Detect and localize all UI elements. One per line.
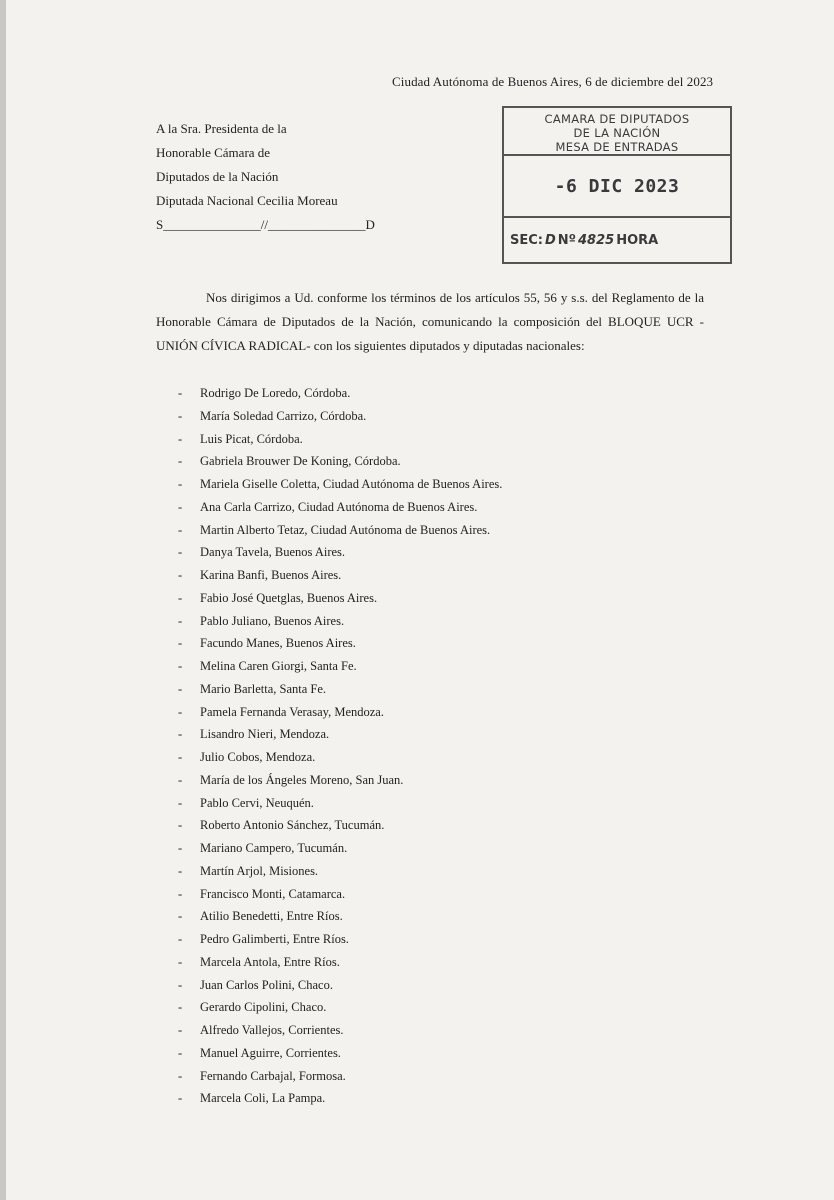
list-bullet: - (178, 1091, 183, 1106)
member-entry: Luis Picat, Córdoba. (200, 431, 303, 446)
list-item (178, 723, 502, 746)
member-entry: Mariela Giselle Coletta, Ciudad Autónoma de Buenos Aires. (200, 477, 503, 491)
stamp-number-value: 4825 (578, 232, 615, 248)
list-item (178, 428, 502, 451)
stamp-number-label: Nº (557, 232, 576, 248)
list-item (178, 951, 502, 974)
list-bullet: - (178, 408, 183, 423)
member-entry: Marcela Antola, Entre Ríos. (200, 954, 340, 969)
list-item (178, 792, 502, 815)
member-entry: María de los Ángeles Moreno, San Juan. (200, 772, 404, 787)
member-entry: María Soledad Carrizo, Córdoba. (200, 408, 367, 423)
list-bullet: - (178, 795, 183, 810)
list-bullet: - (178, 659, 183, 673)
list-bullet: - (178, 977, 183, 992)
list-bullet: - (178, 499, 183, 514)
list-bullet: - (178, 841, 183, 855)
stamp-office: MESA DE ENTRADAS (555, 140, 679, 154)
list-bullet: - (178, 932, 183, 946)
member-entry: Pablo Juliano, Buenos Aires. (200, 613, 345, 628)
list-item (178, 655, 502, 678)
member-entry: Danya Tavela, Buenos Aires. (200, 545, 346, 560)
list-item (178, 860, 502, 883)
list-bullet: - (178, 954, 183, 969)
sd-line: S_______________//_______________D (156, 217, 375, 232)
stamp-date: -6 DIC 2023 (504, 156, 730, 218)
list-bullet: - (178, 477, 183, 491)
list-bullet: - (178, 886, 183, 901)
member-entry: Gabriela Brouwer De Koning, Córdoba. (200, 454, 401, 469)
member-entry: Manuel Aguirre, Corrientes. (200, 1045, 341, 1060)
list-bullet: - (178, 681, 183, 696)
recipient-line: Diputados de la Nación (156, 169, 279, 184)
member-entry: Roberto Antonio Sánchez, Tucumán. (200, 818, 385, 833)
recipient-block (156, 117, 375, 237)
stamp-institution: CAMARA DE DIPUTADOS (544, 112, 690, 126)
members-list (178, 382, 502, 1110)
list-item (178, 769, 502, 792)
list-bullet: - (178, 863, 183, 878)
stamp-institution-sub: DE LA NACIÓN (573, 126, 661, 140)
list-item (178, 405, 502, 428)
member-entry: Martín Arjol, Misiones. (200, 863, 319, 878)
member-entry: Ana Carla Carrizo, Ciudad Autónoma de Buenos Aires. (200, 499, 478, 514)
reception-stamp (502, 106, 732, 264)
recipient-name: Diputada Nacional Cecilia Moreau (156, 193, 338, 208)
list-item (178, 996, 502, 1019)
list-item (178, 450, 502, 473)
list-bullet: - (178, 704, 183, 719)
member-entry: Juan Carlos Polini, Chaco. (200, 977, 333, 992)
list-item (178, 519, 502, 542)
list-bullet: - (178, 386, 183, 400)
stamp-hora-label: HORA (616, 232, 659, 248)
member-entry: Melina Caren Giorgi, Santa Fe. (200, 659, 357, 673)
list-item (178, 678, 502, 701)
member-entry: Rodrigo De Loredo, Córdoba. (200, 386, 351, 400)
place-and-date: Ciudad Autónoma de Buenos Aires, 6 de diciembre del 2023 (392, 74, 714, 89)
list-item (178, 587, 502, 610)
member-entry: Mariano Campero, Tucumán. (200, 841, 348, 855)
member-entry: Fernando Carbajal, Formosa. (200, 1068, 346, 1083)
list-item (178, 814, 502, 837)
list-item (178, 974, 502, 997)
list-bullet: - (178, 454, 183, 469)
member-entry: Facundo Manes, Buenos Aires. (200, 636, 356, 651)
list-bullet: - (178, 1023, 183, 1037)
list-bullet: - (178, 522, 183, 537)
list-item (178, 382, 502, 405)
list-item (178, 928, 502, 951)
list-item (178, 883, 502, 906)
member-entry: Karina Banfi, Buenos Aires. (200, 568, 342, 582)
list-bullet: - (178, 590, 183, 605)
list-bullet: - (178, 1000, 183, 1015)
list-item (178, 610, 502, 633)
list-bullet: - (178, 727, 183, 742)
list-bullet: - (178, 636, 183, 651)
stamp-header (504, 108, 730, 156)
list-item (178, 541, 502, 564)
member-entry: Pedro Galimberti, Entre Ríos. (200, 932, 349, 946)
body-paragraph: Nos dirigimos a Ud. conforme los términos de los artículos 55, 56 y s.s. del Reglamento de la Honorable Cámara de Diputados de la Nación, comunicando la composición del BLOQUE UCR -UNIÓN CÍVICA RADICAL- con los siguientes diputados y diputadas nacionales: (156, 290, 704, 353)
list-bullet: - (178, 750, 183, 764)
stamp-sec-label: SEC: (510, 232, 543, 248)
list-bullet: - (178, 545, 183, 560)
list-bullet: - (178, 1045, 183, 1060)
list-item (178, 1087, 502, 1110)
member-entry: Julio Cobos, Mendoza. (200, 750, 316, 764)
member-entry: Alfredo Vallejos, Corrientes. (200, 1023, 344, 1037)
member-entry: Marcela Coli, La Pampa. (200, 1091, 326, 1106)
list-item (178, 1042, 502, 1065)
list-item (178, 632, 502, 655)
list-bullet: - (178, 568, 183, 582)
list-item (178, 701, 502, 724)
member-entry: Mario Barletta, Santa Fe. (200, 681, 327, 696)
recipient-line: A la Sra. Presidenta de la (156, 121, 287, 136)
list-bullet: - (178, 818, 183, 833)
list-bullet: - (178, 909, 183, 924)
list-item (178, 1019, 502, 1042)
list-item (178, 746, 502, 769)
list-bullet: - (178, 431, 183, 446)
member-entry: Lisandro Nieri, Mendoza. (200, 727, 330, 742)
list-item (178, 1065, 502, 1088)
member-entry: Pamela Fernanda Verasay, Mendoza. (200, 704, 384, 719)
member-entry: Pablo Cervi, Neuquén. (200, 795, 314, 810)
member-entry: Gerardo Cipolini, Chaco. (200, 1000, 327, 1015)
member-entry: Fabio José Quetglas, Buenos Aires. (200, 590, 378, 605)
stamp-sec-value: D (544, 232, 556, 248)
list-bullet: - (178, 1068, 183, 1083)
recipient-line: Honorable Cámara de (156, 145, 271, 160)
member-entry: Martin Alberto Tetaz, Ciudad Autónoma de Buenos Aires. (200, 522, 491, 537)
list-item (178, 837, 502, 860)
member-entry: Atilio Benedetti, Entre Ríos. (200, 909, 343, 924)
list-bullet: - (178, 613, 183, 628)
list-item (178, 473, 502, 496)
stamp-registry (504, 218, 730, 262)
list-item (178, 905, 502, 928)
member-entry: Francisco Monti, Catamarca. (200, 886, 346, 901)
list-bullet: - (178, 772, 183, 787)
list-item (178, 496, 502, 519)
list-item (178, 564, 502, 587)
